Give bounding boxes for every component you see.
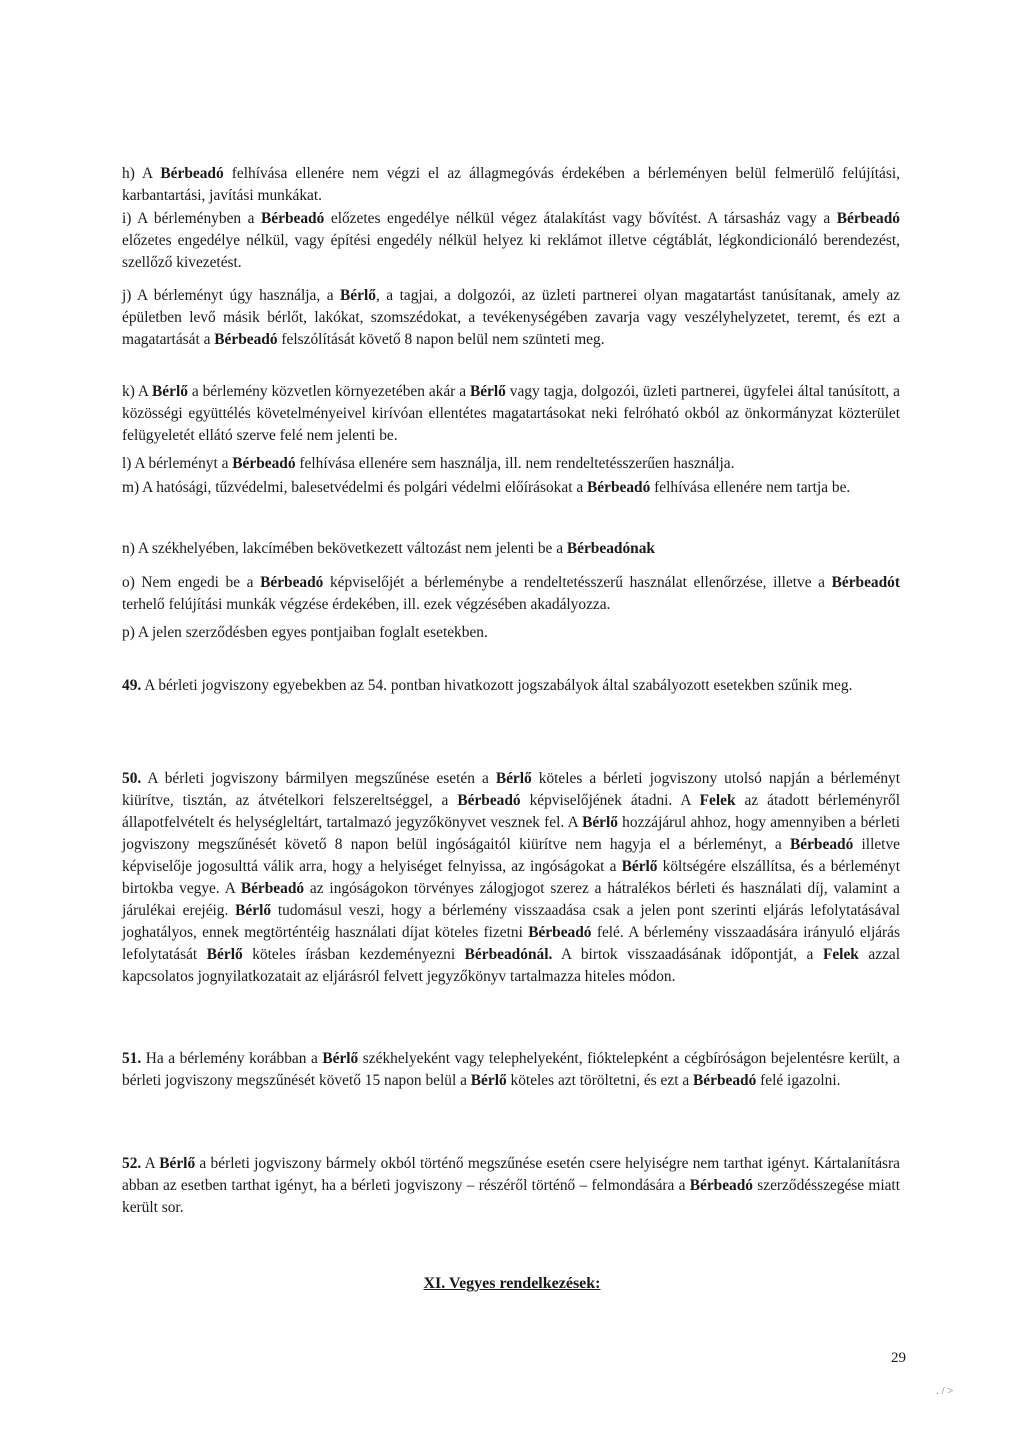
text-run: k) A: [122, 383, 153, 400]
bold-term: Bérbeadó: [689, 1177, 754, 1194]
text-run: felszólítását követő 8 napon belül nem szünteti meg.: [277, 331, 605, 348]
bold-term: Bérbeadó: [232, 455, 296, 472]
bold-term: Bérbeadó: [240, 880, 305, 897]
bold-term: Bérbeadó: [693, 1072, 757, 1089]
text-run: képviselőjének átadni. A: [520, 792, 700, 809]
item-j: [122, 285, 900, 351]
text-run: köteles írásban kezdeményezni: [242, 946, 465, 963]
bold-term: Bérlő: [495, 770, 532, 787]
item-i: [122, 208, 900, 274]
text-run: p) A jelen szerződésben egyes pontjaiban foglalt esetekben.: [122, 624, 488, 641]
bold-term: Bérbeadónak: [566, 540, 655, 557]
text-run: j) A bérleményt úgy használja, a: [122, 287, 341, 304]
text-run: költségére elszállítsa, és a bérleményt birtokba vegye. A: [122, 858, 900, 897]
bold-term: Bérlő: [159, 1155, 196, 1172]
section-52: [122, 1153, 900, 1219]
text-run: i) A bérleményben a: [122, 210, 262, 227]
bold-term: Bérbeadó: [528, 924, 592, 941]
item-k: [122, 381, 900, 447]
bold-term: Felek: [822, 946, 859, 963]
bold-term: Bérbeadót: [831, 574, 901, 591]
item-o: [122, 572, 900, 616]
text-run: A bérleti jogviszony bármilyen megszűnése esetén a: [141, 770, 496, 787]
text-run: A bérleti jogviszony egyebekben az 54. pontban hivatkozott jogszabályok által szabályozott esetekben szűnik meg.: [141, 677, 853, 694]
bold-term: Bérbeadó: [457, 792, 521, 809]
bold-term: Bérlő: [582, 814, 618, 831]
text-run: vagy tagja, dolgozói, üzleti partnerei, ügyfelei által tanúsított, a közösségi együttélés követelményeivel kirívóan ellentétes magatartásokat neki felróható okból az önkormányzat közterület felügyeletét ellátó szerve felé nem jelenti be.: [122, 383, 900, 444]
bold-term: Bérlő: [621, 858, 658, 875]
text-run: felhívása ellenére nem tartja be.: [650, 479, 851, 496]
bold-term: Bérbeadó: [261, 210, 325, 227]
text-run: A birtok visszaadásának időpontját, a: [552, 946, 823, 963]
bold-term: Bérbeadó: [260, 574, 324, 591]
text-run: tudomásul veszi, hogy a bérlemény visszaadása csak a jelen pont szerinti eljárás lefolytatásával joghatályos, ennek megtörténtéig használati díjat köteles fizetni: [122, 902, 901, 941]
corner-mark: . / >: [936, 1385, 954, 1397]
bold-term: 52.: [122, 1155, 142, 1172]
text-run: felhívása ellenére sem használja, ill. nem rendeltetésszerűen használja.: [295, 455, 735, 472]
text-run: a bérlemény közvetlen környezetében akár a: [187, 383, 470, 400]
bold-term: 50.: [122, 770, 142, 787]
section-49: [122, 675, 900, 697]
item-m: [122, 477, 900, 499]
text-run: az ingóságokon törvényes zálogjogot szerez a hátralékos bérleti és használati díj, valamint a járulékai erejéig.: [122, 880, 901, 919]
text-run: m) A hatósági, tűzvédelmi, balesetvédelmi és polgári védelmi előírásokat a: [122, 479, 588, 496]
bold-term: Bérlő: [322, 1050, 359, 1067]
text-run: terhelő felújítási munkák végzése érdekében, ill. ezek végzésében akadályozza.: [122, 596, 611, 613]
text-run: képviselőjét a bérleménybe a rendeltetésszerű használat ellenőrzése, illetve a: [323, 574, 832, 591]
text-run: előzetes engedélye nélkül, vagy építési engedély nélkül helyez ki reklámot illetve cégtáblát, légkondicionáló berendezést, szellőző kivezetést.: [122, 232, 900, 271]
item-p: [122, 622, 900, 644]
item-n: [122, 538, 900, 560]
bold-term: Bérlő: [152, 383, 188, 400]
text-run: előzetes engedélye nélkül végez átalakítást vagy bővítést. A társasház vagy a: [324, 210, 837, 227]
section-51: [122, 1048, 900, 1092]
text-run: köteles azt töröltetni, és ezt a: [506, 1072, 694, 1089]
text-run: n) A székhelyében, lakcímében bekövetkezett változást nem jelenti be a: [122, 540, 567, 557]
text-run: A: [141, 1155, 160, 1172]
bold-term: Bérbeadó: [836, 210, 901, 227]
text-run: a bérleti jogviszony bármely okból történő megszűnése esetén csere helyiségre nem tarthat igényt. Kártalanításra abban az esetben tarthat igényt, ha a bérleti jogviszony – részéről történő – felmondására a: [122, 1155, 900, 1194]
bold-term: Bérlő: [469, 383, 506, 400]
text-run: szerződésszegése miatt került sor.: [122, 1177, 900, 1216]
bold-term: Bérbeadó: [160, 165, 224, 182]
text-run: , a tagjai, a dolgozói, az üzleti partnerei olyan magatartást tanúsítanak, amely az épületben levő másik bérlőt, lakókat, szomszédokat, a tevékenységében zavarja vagy veszélyhelyzetet, teremt, és ezt a magatartását a: [122, 287, 901, 348]
text-run: Ha a bérlemény korábban a: [141, 1050, 323, 1067]
item-h: [122, 163, 900, 207]
text-run: felé igazolni.: [756, 1072, 841, 1089]
section-heading: XI. Vegyes rendelkezések:: [423, 1275, 601, 1292]
bold-term: 51.: [122, 1050, 142, 1067]
bold-term: Bérbeadó: [790, 836, 854, 853]
bold-term: Bérlő: [206, 946, 243, 963]
text-run: felhívása ellenére nem végzi el az állagmegóvás érdekében a bérleményen belül felmerülő felújítási, karbantartási, javítási munkákat.: [122, 165, 901, 204]
text-run: o) Nem engedi be a: [122, 574, 261, 591]
bold-term: Bérlő: [340, 287, 376, 304]
bold-term: Felek: [699, 792, 736, 809]
text-run: azzal kapcsolatos jognyilatkozatait az eljárásról felvett jegyzőkönyv tartalmazza hiteles módon.: [122, 946, 901, 985]
text-run: hozzájárul ahhoz, hogy amennyiben a bérleti jogviszony megszűnését követő 8 napon belül ingóságaitól kiürítve nem hagyja el a bérleményt, a: [122, 814, 900, 853]
bold-term: 49.: [122, 677, 142, 694]
text-run: l) A bérleményt a: [122, 455, 233, 472]
bold-term: Bérlő: [235, 902, 272, 919]
section-50: [122, 768, 900, 988]
text-run: az átadott bérleményről állapotfelvételt és helységleltárt, tartalmazó jegyzőkönyvet vesznek fel. A: [122, 792, 901, 831]
text-run: illetve képviselője jogosulttá válik arra, hogy a helyiséget felnyissa, az ingóságokat a: [122, 836, 900, 875]
text-run: felé. A bérlemény visszaadására irányuló eljárás lefolytatását: [122, 924, 900, 963]
bold-term: Bérbeadó: [214, 331, 278, 348]
item-l: [122, 453, 900, 475]
text-run: h) A: [122, 165, 161, 182]
text-run: köteles a bérleti jogviszony utolsó napján a bérleményt kiürítve, tisztán, az átvételkori felszereltséggel, a: [122, 770, 900, 809]
page-number: 29: [891, 1350, 906, 1366]
text-run: székhelyeként vagy telephelyeként, fióktelepként a cégbíróságon bejelentésre került, a bérleti jogviszony megszűnését követő 15 napon belül a: [122, 1050, 900, 1089]
bold-term: Bérbeadónál.: [464, 946, 553, 963]
bold-term: Bérlő: [470, 1072, 507, 1089]
bold-term: Bérbeadó: [587, 479, 651, 496]
